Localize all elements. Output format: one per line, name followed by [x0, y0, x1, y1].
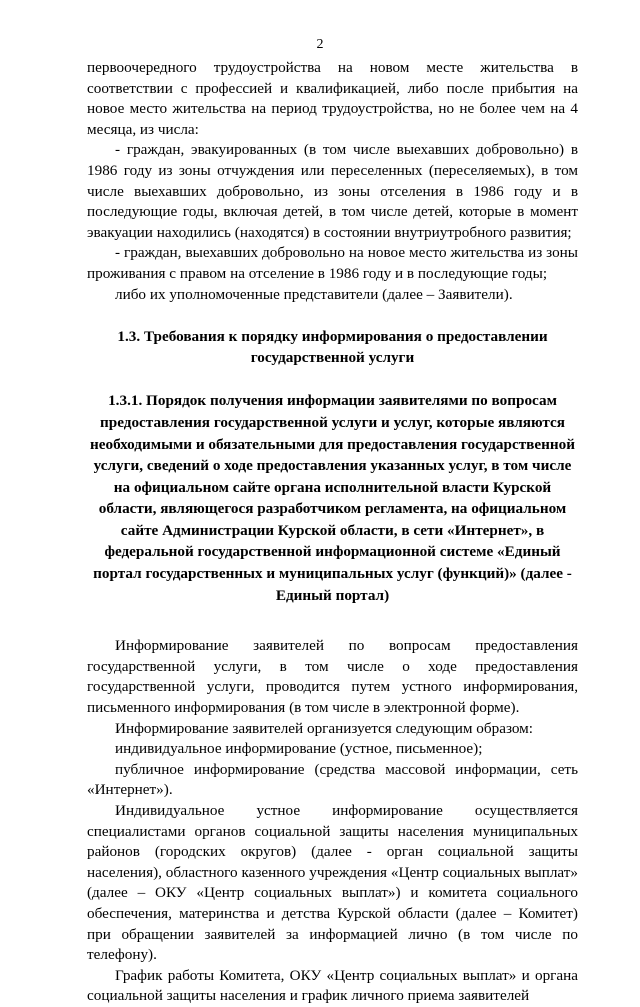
paragraph-work-schedule: График работы Комитета, ОКУ «Центр социальных выплат» и органа социальной защиты населения и график личного приема заявителей [87, 966, 578, 1005]
paragraph-representatives: либо их уполномоченные представители (далее – Заявители). [115, 285, 513, 303]
paragraph-public-informing: публичное информирование (средства массовой информации, сеть «Интернет»). [87, 760, 578, 799]
paragraph-oral-informing: Индивидуальное устное информирование осуществляется специалистами органов социальной защиты населения муниципальных районов (городских округов) (далее - орган социальной защиты населения), областного казенного учреждения «Центр социальных выплат» (далее – ОКУ «Центр социальных выплат») и комитета социального обеспечения, материнства и детства Курской области (далее – Комитет) при обращении заявителей за информацией лично (в том числе по телефону). [87, 802, 578, 964]
paragraph-informing-methods: Информирование заявителей по вопросам предоставления государственной услуги, в том числе о ходе предоставления государственной услуги, проводится путем устного информирования, письменного информирования (в том числе в электронной форме). [87, 637, 578, 717]
paragraph-informing-organization: Информирование заявителей организуется следующим образом: [115, 719, 534, 737]
document-body [87, 58, 578, 1007]
list-item-relocated-citizens: - граждан, выехавших добровольно на новое место жительства из зоны проживания с правом на отселение в 1986 году и в последующие годы; [87, 244, 578, 282]
subsection-heading: 1.3.1. Порядок получения информации заявителями по вопросам предоставления государственной услуги и услуг, которые являются необходимыми и обязательными для предоставления государственной услуги, сведений о ходе предоставления указанных услуг, в том числе на официальном сайте органа исполнительной власти Курской области, являющегося разработчиком регламента, на официальном сайте Администрации Курской области, в сети «Интернет», в федеральной государственной информационной системе «Единый портал государственных и муниципальных услуг (функций)» (далее - Единый портал) [90, 392, 575, 604]
paragraph-individual-informing: индивидуальное информирование (устное, письменное); [115, 740, 483, 758]
paragraph-continuation: первоочередного трудоустройства на новом месте жительства в соответствии с профессией и квалификацией, либо после прибытия на новое место жительства на период трудоустройства, но не более чем на 4 месяца, из числа: [87, 59, 578, 138]
page-number: 2 [316, 37, 324, 52]
section-heading: 1.3. Требования к порядку информирования о предоставлении государственной услуги [117, 328, 548, 366]
list-item-evacuated-citizens: - граждан, эвакуированных (в том числе выехавших добровольно) в 1986 году из зоны отчуждения или переселенных (переселяемых), в том числе выехавших добровольно, из зоны отселения в 1986 году и в последующие годы, включая детей, в том числе детей, которые в момент эвакуации находились (находятся) в состоянии внутриутробного развития; [87, 141, 578, 241]
